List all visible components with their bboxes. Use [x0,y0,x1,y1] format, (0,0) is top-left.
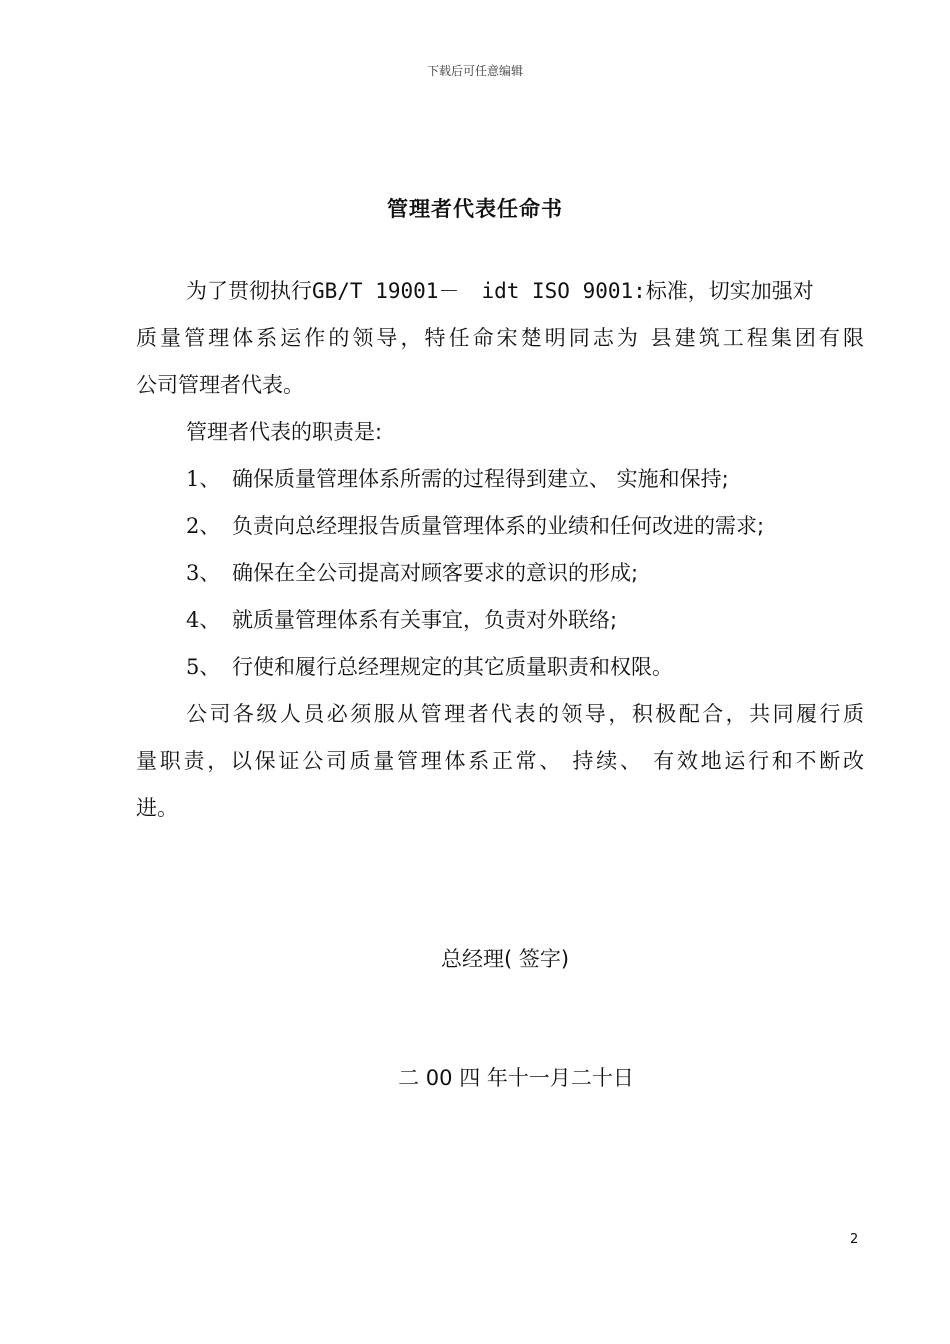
duty-number: 2、 [186,514,221,538]
duty-item [136,597,864,644]
standard-gbt: GB/T 19001－ [312,279,460,303]
document-body [136,268,864,832]
duty-text: 确保在全公司提高对顾客要求的意识的形成; [232,561,639,585]
closing-line-3: 进。 [136,796,178,820]
duty-number: 3、 [186,561,221,585]
duty-text: 负责向总经理报告质量管理体系的业绩和任何改进的需求; [232,514,765,538]
duty-text: 确保质量管理体系所需的过程得到建立、 实施和保持; [232,467,729,491]
intro-line-3: 公司管理者代表。 [136,373,304,397]
duties-heading: 管理者代表的职责是: [186,420,383,444]
duty-number: 1、 [186,467,221,491]
closing-line-1: 公司各级人员必须服从管理者代表的领导，积极配合，共同履行质 [186,702,864,726]
duty-number: 4、 [186,608,221,632]
duty-text: 行使和履行总经理规定的其它质量职责和权限。 [232,655,673,679]
closing-line-2: 量职责，以保证公司质量管理体系正常、 持续、 有效地运行和不断改 [136,749,864,773]
duty-item [136,644,864,691]
intro-line-1 [136,268,864,315]
intro-text-d: 标准，切实加强对 [645,279,814,303]
duty-text: 就质量管理体系有关事宜，负责对外联络; [232,608,618,632]
page-header: 下载后可任意编辑 [426,64,523,78]
signature-line: 总经理( 签字) [440,947,570,971]
duty-item [136,550,864,597]
intro-text-a: 为了贯彻执行 [186,279,312,303]
duty-number: 5、 [186,655,221,679]
page-number: 2 [850,1232,859,1247]
intro-line-2: 质量管理体系运作的领导，特任命宋楚明同志为 县建筑工程集团有限 [136,326,864,350]
duty-item [136,503,864,550]
document-date: 二 00 四 年十一月二十日 [398,1066,634,1090]
duty-item [136,456,864,503]
standard-iso: idt ISO 9001: [481,279,646,303]
document-title: 管理者代表任命书 [387,197,563,221]
